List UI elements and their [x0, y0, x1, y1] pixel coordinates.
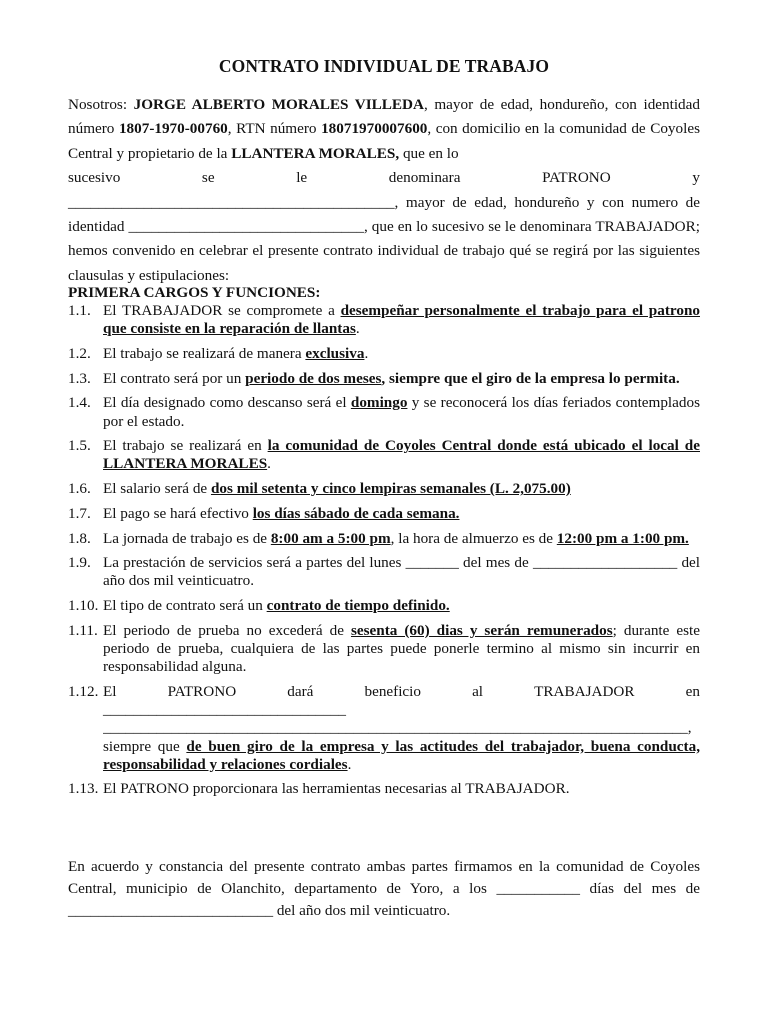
intro-word: le: [296, 169, 308, 187]
clause-number: 1.11.: [68, 621, 98, 639]
intro-word: denominara: [388, 169, 461, 187]
employer-id: 1807-1970-00760: [118, 120, 228, 138]
intro-paragraph: [68, 93, 700, 288]
benefit-blank-2-line: _____________________________________________________________________________,: [103, 719, 692, 737]
clause-1-7: [68, 505, 700, 523]
intro-text: , RTN número: [227, 120, 322, 138]
clause-number: 1.5.: [68, 437, 91, 455]
clause-text: El periodo de prueba no excederá de sesenta (60) dias y serán remunerados; durante este periodo de prueba, cualquiera de las partes puede ponerle termino al mismo sin incurrir en responsabilidad alguna.: [103, 621, 700, 676]
intro-text: , mayor de edad, hondureño, con identidad número: [68, 96, 700, 138]
employer-rtn: 18071970007600: [321, 120, 428, 138]
clause-text: El día designado como descanso será el domingo y se reconocerá los días feriados contemplados por el estado.: [103, 394, 700, 430]
signing-month-blank[interactable]: ___________________________: [68, 901, 274, 919]
clause-1-8: [68, 530, 700, 548]
clause-text: El contrato será por un periodo de dos meses, siempre que el giro de la empresa lo permita.: [103, 369, 680, 387]
clause-number: 1.6.: [68, 480, 91, 498]
intro-text: , con domicilio en la comunidad de Coyoles Central y propietario de la: [68, 120, 700, 162]
intro-word: PATRONO: [542, 169, 611, 187]
intro-word: se: [201, 169, 215, 187]
day-blank[interactable]: _______: [405, 554, 459, 572]
clause-1-5: [68, 437, 700, 473]
intro-spread-line: [68, 166, 700, 190]
clause-1-9: [68, 554, 700, 590]
clause-list: [68, 302, 700, 805]
clause-number: 1.3.: [68, 369, 91, 387]
clause-text: El trabajo se realizará de manera exclusiva.: [103, 344, 369, 362]
clause-text: La jornada de trabajo es de 8:00 am a 5:00 pm, la hora de almuerzo es de 12:00 pm a 1:00 pm.: [103, 529, 689, 547]
worker-id-blank[interactable]: _______________________________: [128, 218, 364, 236]
clause-1-10: [68, 597, 700, 615]
clause-spread-line: El PATRONO dará beneficio al TRABAJADOR en: [103, 682, 700, 700]
intro-word: sucesivo: [68, 169, 121, 187]
clause-text: El PATRONO dará beneficio al TRABAJADOR en ________________________________ _____________________________________________________________________________, siempre que de buen giro de la empresa y las actitudes del trabajador, buena conducta, responsabilidad y relaciones cordiales.: [103, 682, 700, 773]
clause-text: El pago se hará efectivo los días sábado de cada semana.: [103, 504, 460, 522]
clause-1-4: [68, 394, 700, 430]
benefit-blank-1[interactable]: ________________________________: [103, 701, 346, 719]
clause-number: 1.1.: [68, 302, 91, 319]
intro-word: y: [692, 169, 700, 187]
clause-1-1: [68, 302, 700, 338]
clause-number: 1.9.: [68, 554, 91, 572]
clause-number: 1.8.: [68, 529, 91, 547]
intro-text: , que en lo sucesivo se le denominara TRABAJADOR; hemos convenido en celebrar el presente contrato individual de trabajo qué se regirá por las siguientes clausulas y estipulaciones:: [68, 218, 701, 284]
clause-number: 1.10.: [68, 597, 99, 615]
intro-text: que en lo: [399, 144, 459, 162]
clause-1-6: [68, 480, 700, 498]
business-name: LLANTERA MORALES,: [231, 144, 400, 162]
intro-text: , mayor de edad, hondureño y con numero de identidad: [68, 193, 700, 236]
clause-number: 1.2.: [68, 344, 91, 362]
intro-text: Nosotros:: [68, 96, 134, 113]
section-title: PRIMERA CARGOS Y FUNCIONES:: [68, 284, 321, 301]
clause-text: El TRABAJADOR se compromete a desempeñar personalmente el trabajo para el patrono que consiste en la reparación de llantas.: [103, 302, 700, 338]
clause-1-12: [68, 683, 700, 774]
employer-name: JORGE ALBERTO MORALES VILLEDA: [133, 96, 424, 113]
clause-1-3: [68, 370, 700, 388]
clause-1-13: [68, 780, 700, 798]
clause-text: El tipo de contrato será un contrato de tiempo definido.: [103, 597, 450, 615]
clause-1-11: [68, 622, 700, 677]
clause-number: 1.7.: [68, 504, 91, 522]
signing-day-blank[interactable]: ___________: [496, 879, 580, 897]
clause-number: 1.12.: [68, 682, 99, 700]
clause-text: El salario será de dos mil setenta y cinco lempiras semanales (L. 2,075.00): [103, 480, 571, 498]
clause-number: 1.13.: [68, 780, 99, 798]
worker-name-blank[interactable]: ___________________________________________: [68, 193, 395, 211]
document-title: CONTRATO INDIVIDUAL DE TRABAJO: [218, 56, 550, 76]
closing-paragraph: En acuerdo y constancia del presente contrato ambas partes firmamos en la comunidad de Coyoles Central, municipio de Olanchito, departamento de Yoro, a los ___________ días del mes de ___________________________ del año dos mil veinticuatro.: [68, 858, 700, 919]
clause-number: 1.4.: [68, 394, 91, 412]
clause-text: La prestación de servicios será a partes del lunes _______ del mes de ___________________ del año dos mil veinticuatro.: [103, 554, 701, 590]
clause-1-2: [68, 345, 700, 363]
clause-text: El PATRONO proporcionara las herramientas necesarias al TRABAJADOR.: [103, 780, 570, 798]
month-blank[interactable]: ___________________: [532, 554, 678, 572]
clause-text: El trabajo se realizará en la comunidad de Coyoles Central donde está ubicado el local de LLANTERA MORALES.: [103, 437, 700, 473]
benefit-blank-2[interactable]: _____________________________________________________________________________: [103, 719, 688, 737]
